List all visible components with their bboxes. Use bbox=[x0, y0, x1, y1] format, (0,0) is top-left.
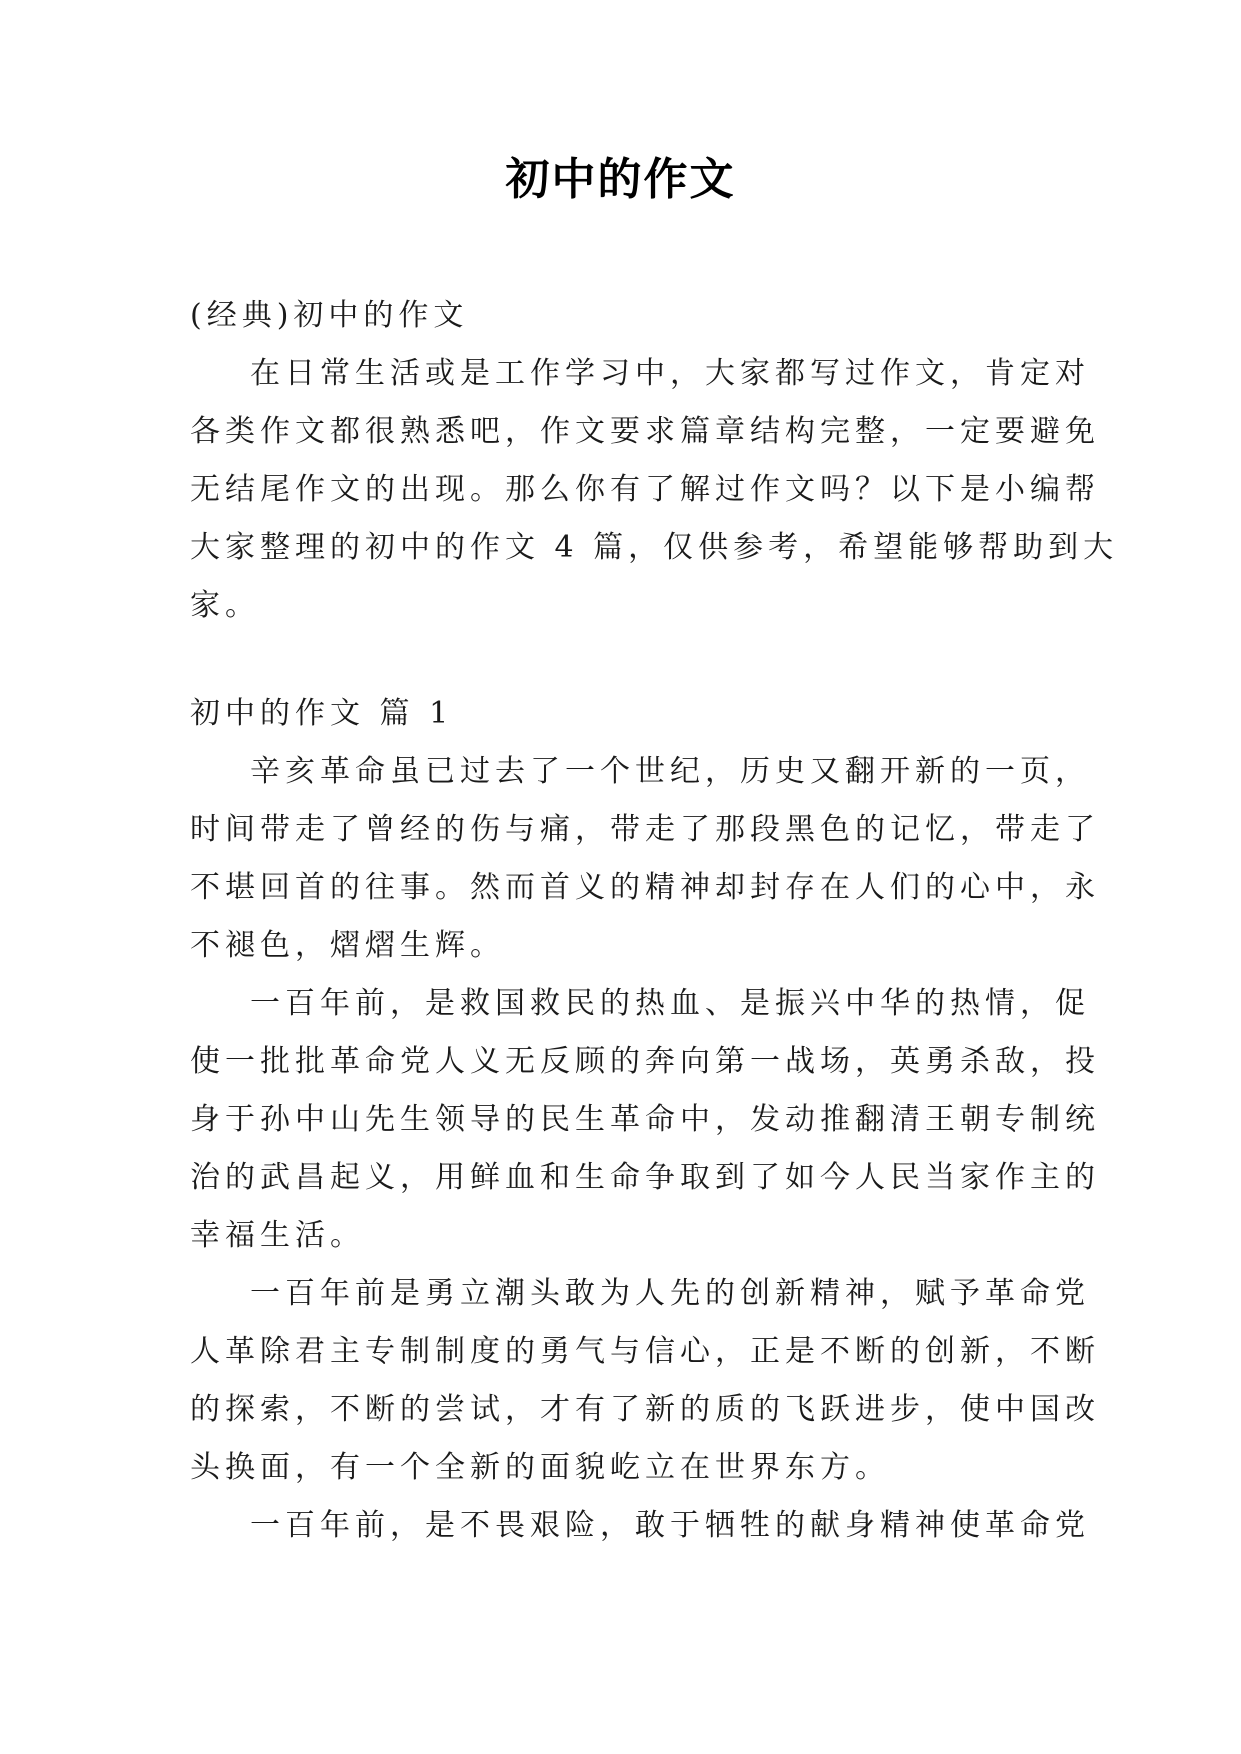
intro-line: 大家整理的初中的作文 4 篇，仅供参考，希望能够帮助到大 bbox=[190, 530, 1119, 565]
paragraph-line: 幸福生活。 bbox=[190, 1218, 365, 1253]
paragraph-line: 时间带走了曾经的伤与痛，带走了那段黑色的记忆，带走了 bbox=[190, 812, 1100, 847]
paragraph-line: 使一批批革命党人义无反顾的奔向第一战场，英勇杀敌，投 bbox=[190, 1044, 1100, 1079]
document-body bbox=[190, 287, 1119, 1555]
paragraph-line: 身于孙中山先生领导的民生革命中，发动推翻清王朝专制统 bbox=[190, 1102, 1100, 1137]
paragraph-line: 不堪回首的往事。然而首义的精神却封存在人们的心中，永 bbox=[190, 870, 1100, 905]
section-gap bbox=[190, 635, 1056, 685]
intro-line: 各类作文都很熟悉吧，作文要求篇章结构完整，一定要避免 bbox=[190, 414, 1100, 449]
intro-line: 在日常生活或是工作学习中，大家都写过作文，肯定对 bbox=[250, 356, 1090, 391]
paragraph-line: 人革除君主专制制度的勇气与信心，正是不断的创新，不断 bbox=[190, 1334, 1100, 1369]
document-title: 初中的作文 bbox=[505, 154, 736, 205]
document-subtitle: (经典)初中的作文 bbox=[190, 298, 469, 333]
paragraph-line: 辛亥革命虽已过去了一个世纪，历史又翻开新的一页， bbox=[250, 754, 1090, 789]
paragraph-line: 一百年前是勇立潮头敢为人先的创新精神，赋予革命党 bbox=[250, 1276, 1090, 1311]
section-heading: 初中的作文 篇 1 bbox=[190, 696, 454, 731]
paragraph-line: 的探索，不断的尝试，才有了新的质的飞跃进步，使中国改 bbox=[190, 1392, 1100, 1427]
paragraph-line: 不褪色，熠熠生辉。 bbox=[190, 928, 505, 963]
intro-line: 家。 bbox=[190, 588, 260, 623]
intro-line: 无结尾作文的出现。那么你有了解过作文吗？以下是小编帮 bbox=[190, 472, 1100, 507]
paragraph-line: 治的武昌起义，用鲜血和生命争取到了如今人民当家作主的 bbox=[190, 1160, 1100, 1195]
paragraph-line: 头换面，有一个全新的面貌屹立在世界东方。 bbox=[190, 1450, 890, 1485]
paragraph-line: 一百年前，是救国救民的热血、是振兴中华的热情，促 bbox=[250, 986, 1090, 1021]
paragraph-line: 一百年前，是不畏艰险，敢于牺牲的献身精神使革命党 bbox=[250, 1508, 1090, 1543]
